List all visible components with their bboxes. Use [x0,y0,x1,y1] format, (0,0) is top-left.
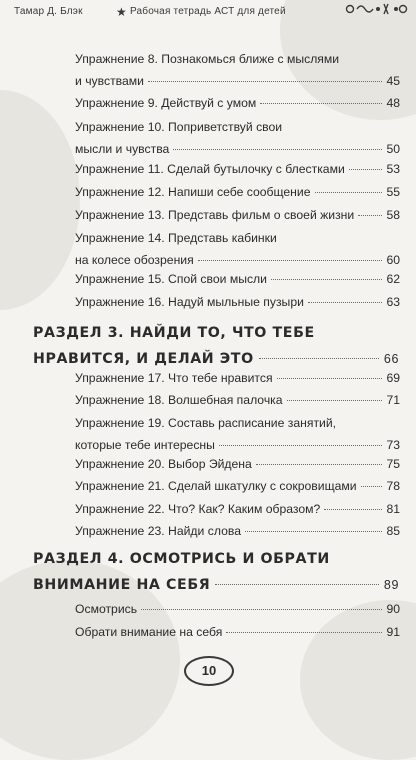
leader-dots [287,400,382,401]
toc-entry-title: Упражнение 14. Представь кабинки [75,231,277,245]
toc-entry[interactable] [75,181,400,203]
toc-entry[interactable] [75,621,400,643]
header-author: Тамар Д. Блэк [14,6,83,17]
toc-page-number: 89 [383,578,399,592]
leader-dots [256,464,382,465]
leader-dots [349,169,382,170]
toc-page-number: 62 [386,272,400,286]
toc-entry[interactable] [75,475,400,497]
toc-entry[interactable] [75,268,400,290]
toc-entry-title: Упражнение 11. Сделай бутылочку с блестками [75,162,345,176]
toc-entry[interactable] [75,453,400,475]
toc-entry-title-cont: на колесе обозрения [75,253,194,267]
toc-page-number: 55 [386,185,400,199]
header-book-title: Рабочая тетрадь АСТ для детей [130,6,286,17]
leader-dots [141,609,382,610]
leader-dots [226,632,382,633]
toc-entry-title: Упражнение 23. Найди слова [75,524,241,538]
toc-section-title-cont: ВНИМАНИЕ НА СЕБЯ [33,577,211,593]
toc-entry-title: Обрати внимание на себя [75,625,223,639]
toc-entry[interactable] [75,48,400,92]
toc-page-number: 58 [386,208,400,222]
toc-entry-title: Упражнение 18. Волшебная палочка [75,393,283,407]
leader-dots [277,378,382,379]
toc-page-number: 85 [386,524,400,538]
toc-entry-title: Упражнение 16. Надуй мыльные пузыри [75,295,304,309]
toc-page-number: 75 [386,457,400,471]
toc-page-number: 91 [386,625,400,639]
toc-page-number: 63 [386,295,400,309]
toc-entry[interactable] [75,520,400,542]
toc-entry-title: Упражнение 15. Спой свои мысли [75,272,267,286]
toc-entry[interactable] [75,204,400,226]
toc-entry[interactable] [75,291,400,313]
toc-entry-title: Упражнение 21. Сделай шкатулку с сокровищами [75,479,357,493]
leader-dots [308,302,382,303]
leader-dots [315,192,383,193]
leader-dots [215,584,379,585]
toc-page-number: 66 [383,352,399,366]
toc-page-number: 45 [386,74,400,88]
leader-dots [173,149,382,150]
background-blob [0,90,80,310]
toc-entry-title: Упражнение 20. Выбор Эйдена [75,457,252,471]
leader-dots [198,260,382,261]
toc-page-number: 81 [386,502,400,516]
toc-entry-title: Упражнение 9. Действуй с умом [75,96,257,110]
toc-section-title-cont: НРАВИТСЯ, И ДЕЛАЙ ЭТО [33,351,254,367]
star-icon: ★ [116,5,127,19]
toc-entry[interactable] [75,498,400,520]
toc-entry-title: Упражнение 12. Напиши себе сообщение [75,185,311,199]
toc-entry-title: Упражнение 13. Представь фильм о своей жизни [75,208,355,222]
toc-entry-title-cont: которые тебе интересны [75,438,215,452]
toc-entry-title: Осмотрись [75,602,138,616]
toc-page-number: 78 [386,479,400,493]
leader-dots [260,103,382,104]
toc-entry-title: Упражнение 10. Поприветствуй свои [75,120,283,134]
toc-section-title: РАЗДЕЛ 3. НАЙДИ ТО, ЧТО ТЕБЕ [33,325,315,341]
toc-entry-title: Упражнение 19. Составь расписание занятий, [75,416,337,430]
toc-section[interactable] [33,320,399,372]
toc-page-number: 60 [386,253,400,267]
toc-entry-title-cont: мысли и чувства [75,142,170,156]
toc-entry[interactable] [75,389,400,411]
leader-dots [245,531,382,532]
leader-dots [324,509,382,510]
toc-entry-title: Упражнение 17. Что тебе нравится [75,371,273,385]
toc-entry-title-cont: и чувствами [75,74,144,88]
toc-page-number: 90 [386,602,400,616]
toc-page-number: 50 [386,142,400,156]
toc-entry[interactable] [75,367,400,389]
toc-entry-title: Упражнение 8. Познакомься ближе с мыслями [75,52,340,66]
toc-entry[interactable] [75,598,400,620]
toc-page-number: 73 [386,438,400,452]
toc-page-number: 53 [386,162,400,176]
leader-dots [361,486,382,487]
leader-dots [219,445,382,446]
toc-entry[interactable] [75,412,400,456]
leader-dots [358,215,382,216]
leader-dots [148,81,382,82]
leader-dots [259,358,379,359]
toc-entry-title: Упражнение 22. Что? Как? Каким образом? [75,502,321,516]
doodle-icon [344,0,408,18]
toc-section[interactable] [33,546,399,598]
toc-section-title: РАЗДЕЛ 4. ОСМОТРИСЬ И ОБРАТИ [33,551,330,567]
toc-entry[interactable] [75,92,400,114]
toc-entry[interactable] [75,227,400,271]
toc-page-number: 48 [386,96,400,110]
toc-entry[interactable] [75,116,400,160]
toc-page-number: 71 [386,393,400,407]
leader-dots [271,279,382,280]
toc-entry[interactable] [75,158,400,180]
toc-page-number: 69 [386,371,400,385]
page-number: 10 [184,656,234,686]
